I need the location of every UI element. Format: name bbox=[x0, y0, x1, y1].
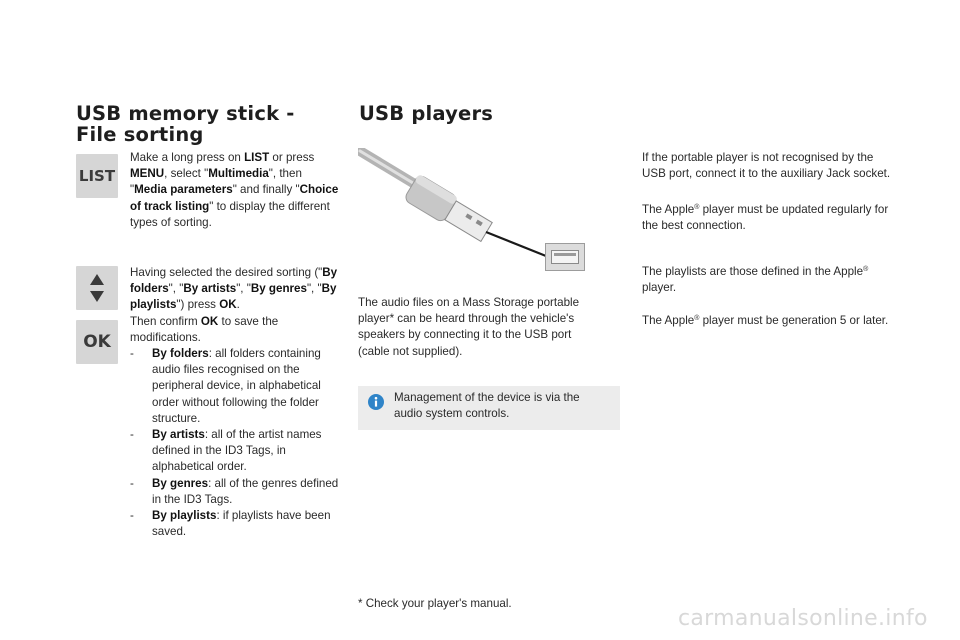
list-item: - By artists: all of the artist names defined in the ID3 Tags, in alphabetical order. bbox=[130, 428, 322, 474]
up-down-arrows-icon bbox=[76, 266, 118, 310]
list-item: - By genres: all of the genres defined in the ID3 Tags. bbox=[130, 476, 339, 506]
left-section-title: USB memory stick - File sorting bbox=[76, 102, 295, 146]
list-instructions: Make a long press on LIST or press MENU, select "Multimedia", then "Media parameters" and finally "Choice of track listing" to display the different types of sorting. bbox=[130, 151, 339, 229]
list-item: - By folders: all folders containing audio files recognised on the peripheral device, in alphabetical order without following the folder structure. bbox=[130, 347, 321, 425]
down-arrow-icon bbox=[89, 290, 105, 303]
list-item: - By playlists: if playlists have been saved. bbox=[130, 509, 331, 539]
usb-socket-icon bbox=[545, 243, 585, 271]
right-note-2: The Apple® player must be updated regularly for the best connection. bbox=[642, 203, 889, 233]
ok-key-icon bbox=[76, 320, 118, 364]
confirm-instruction: Then confirm OK to save the modifications. bbox=[130, 314, 279, 344]
sorting-intro: Having selected the desired sorting ("By folders", "By artists", "By genres", "By playlists") press OK. bbox=[130, 266, 338, 312]
right-note-4: The Apple® player must be generation 5 or later. bbox=[642, 314, 889, 327]
right-note-3: The playlists are those defined in the Apple® player. bbox=[642, 265, 869, 295]
right-note-1: If the portable player is not recognised by the USB port, connect it to the auxiliary Jack socket. bbox=[642, 151, 891, 181]
middle-section-title: USB players bbox=[359, 102, 494, 125]
info-text: Management of the device is via the audio system controls. bbox=[394, 391, 580, 421]
up-arrow-icon bbox=[89, 273, 105, 286]
info-box bbox=[358, 386, 620, 430]
usb-player-description: The audio files on a Mass Storage portable player* can be heard through the vehicle's speakers by connecting it to the USB port (cable not supplied). bbox=[358, 296, 580, 358]
info-icon bbox=[368, 394, 384, 410]
sorting-options-list bbox=[130, 346, 342, 540]
watermark: carmanualsonline.info bbox=[678, 606, 928, 631]
footnote: * Check your player's manual. bbox=[358, 597, 512, 610]
ok-key-label: OK bbox=[83, 332, 111, 352]
list-key-label: LIST bbox=[78, 167, 116, 185]
sorting-instructions bbox=[130, 265, 342, 540]
list-key-icon bbox=[76, 154, 118, 198]
